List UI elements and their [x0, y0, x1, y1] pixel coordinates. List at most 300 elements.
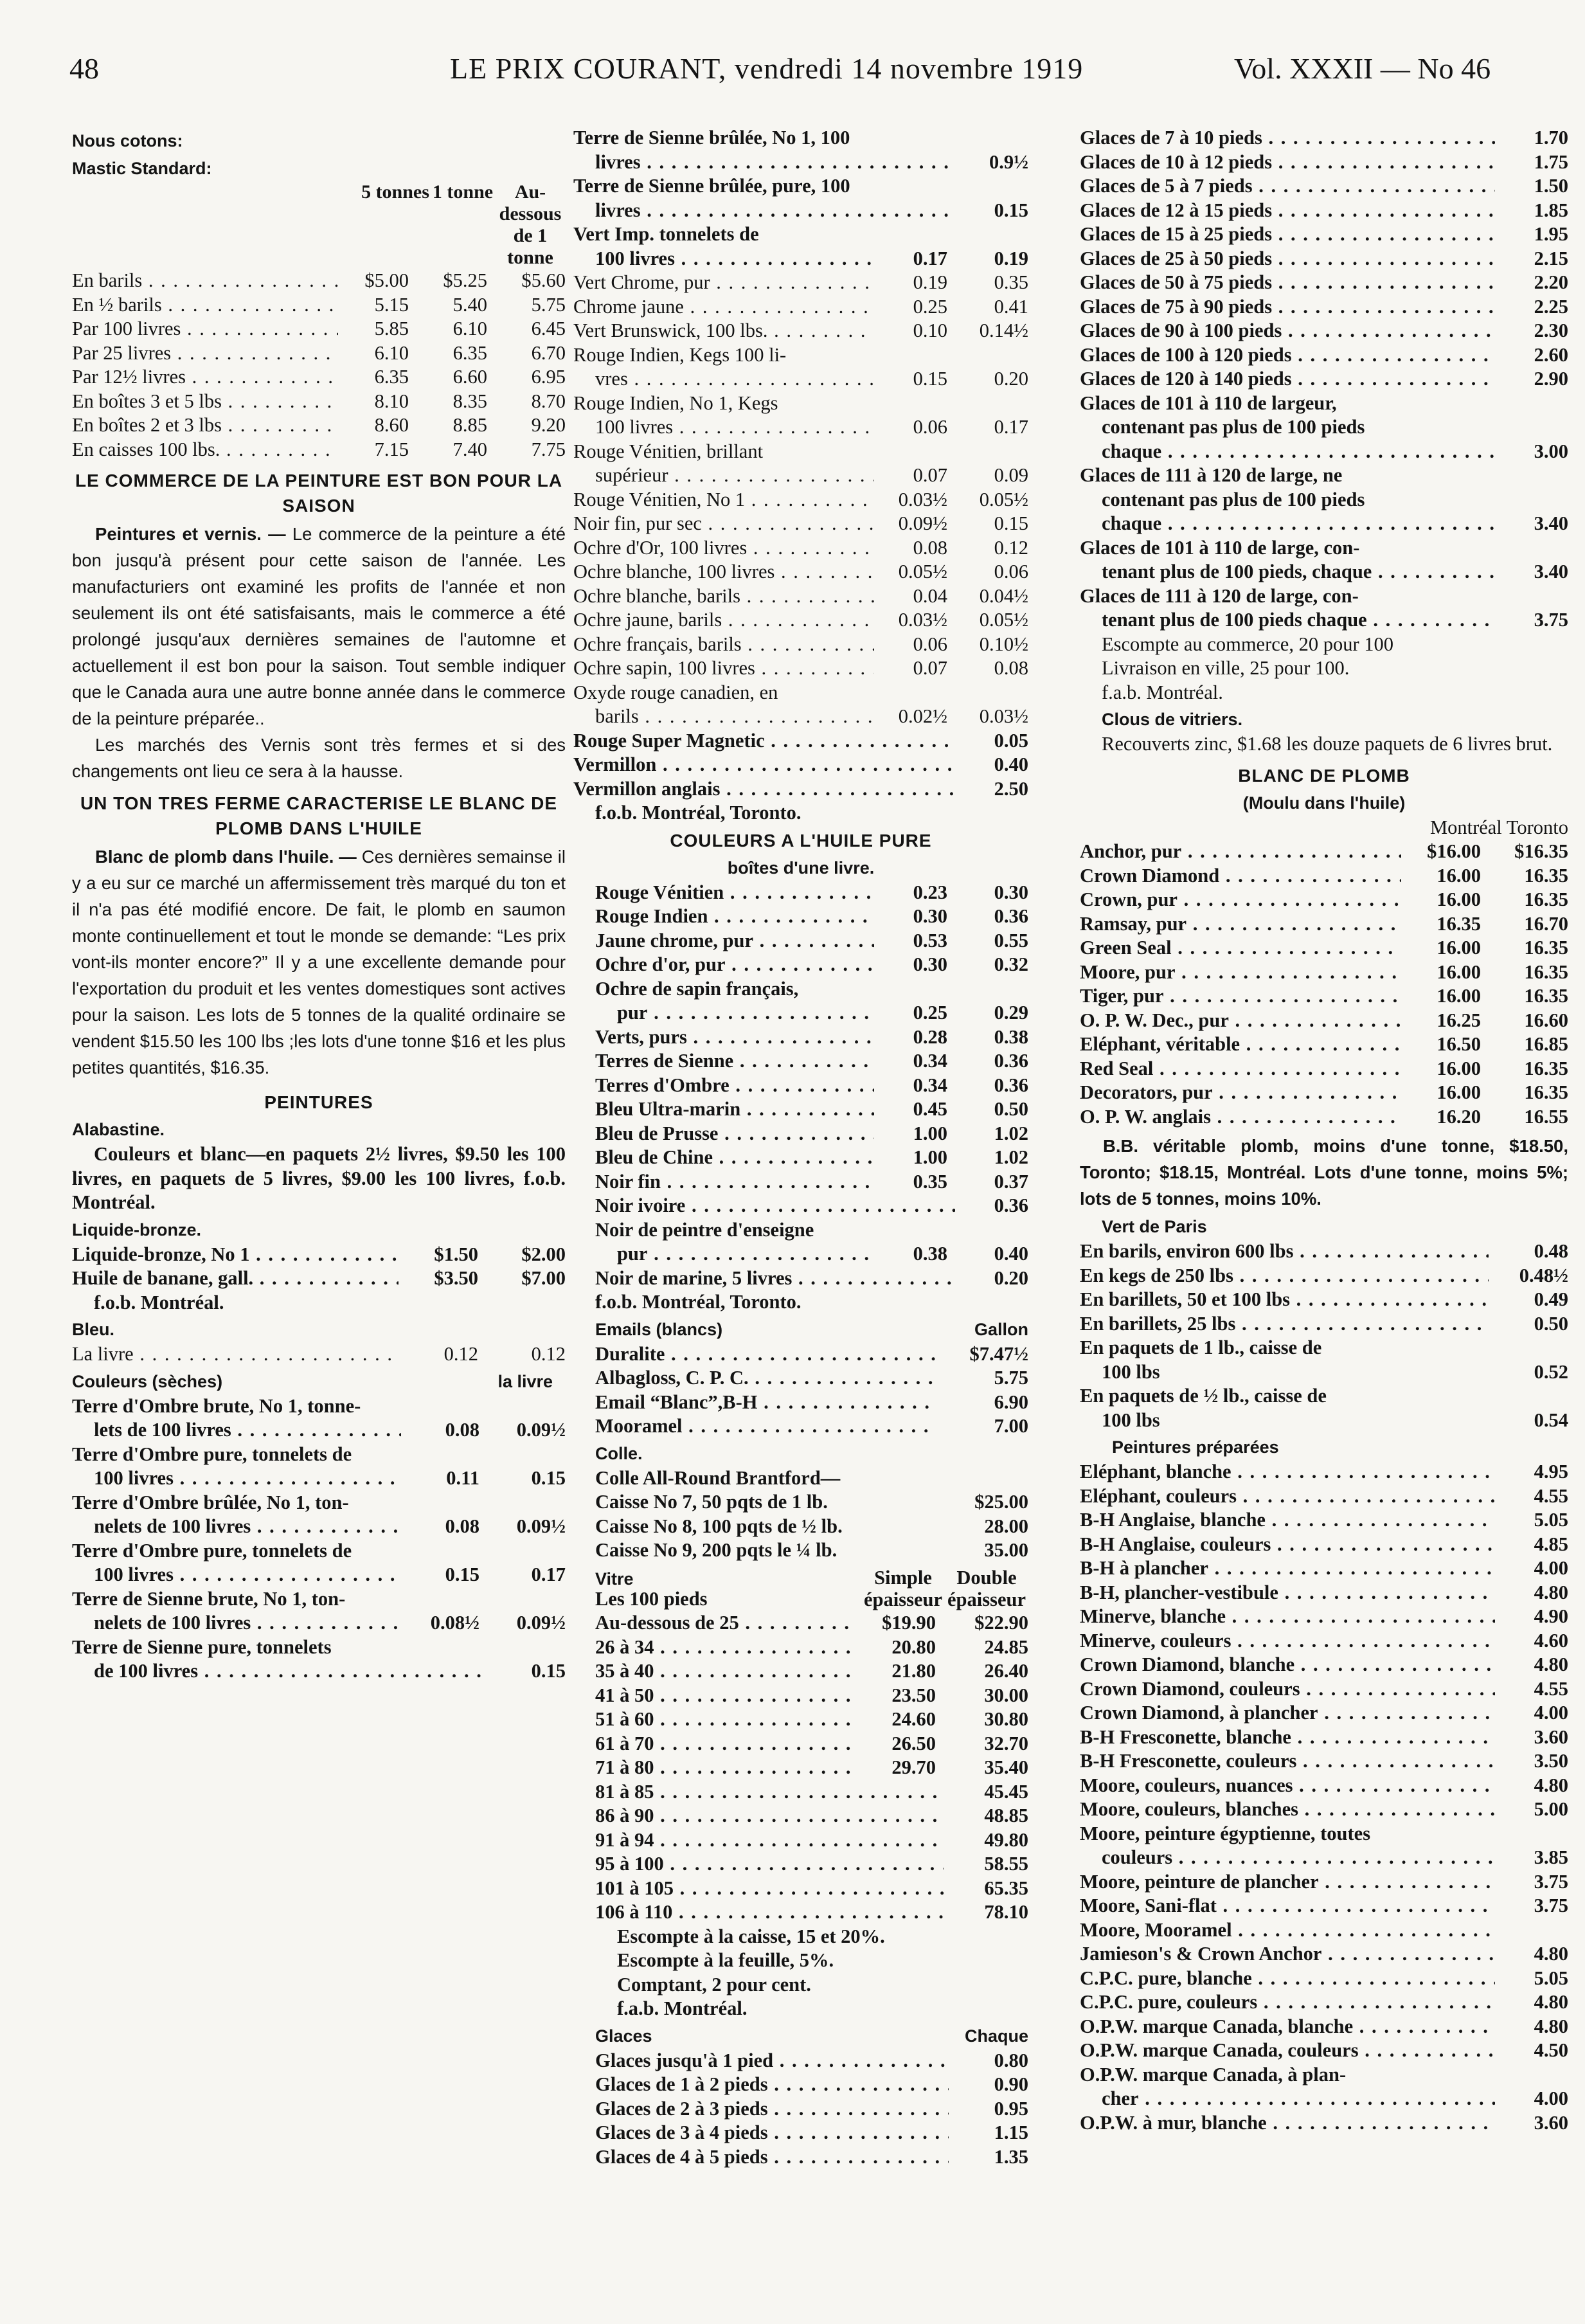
item-label: En barillets, 25 lbs . . .	[1080, 1312, 1489, 1337]
price-row	[573, 319, 1028, 343]
price-value: 4.00	[1534, 1557, 1568, 1579]
note-line: Escompte à la feuille, 5%.	[617, 1949, 834, 1971]
price-row	[573, 584, 1028, 609]
price-value: 0.32	[994, 953, 1028, 975]
price-row	[72, 1611, 566, 1635]
item-label: 101 à 105 . . .	[595, 1877, 944, 1901]
item-label: Vert Imp. tonnelets de	[573, 223, 759, 245]
price-row	[1080, 1105, 1568, 1130]
price-row	[1080, 840, 1568, 864]
opw-mur-row	[1080, 2111, 1568, 2136]
item-label: Ochre de sapin français,	[595, 977, 799, 1000]
price-row	[1080, 1288, 1568, 1312]
price-row	[573, 1170, 1028, 1194]
price-value: 16.70	[1524, 912, 1568, 935]
price-value: 78.10	[984, 1901, 1028, 1923]
item-label: 100 lbs	[1102, 1409, 1160, 1431]
note-line: Comptant, 2 pour cent.	[617, 1973, 811, 1995]
item-label: Glaces de 5 à 7 pieds . . .	[1080, 174, 1495, 199]
page-header	[0, 0, 1585, 129]
price-value: $1.50	[434, 1243, 478, 1265]
sienne-table	[573, 126, 1028, 271]
item-label: B-H, plancher-vestibule . . .	[1080, 1581, 1495, 1605]
item-label: En paquets de 1 lb., caisse de	[1080, 1337, 1322, 1358]
item-label: Ochre d'or, pur . . .	[595, 953, 874, 977]
price-value: 16.85	[1524, 1033, 1568, 1055]
item-label: Au-dessous de 25 . . .	[595, 1611, 851, 1635]
noir-marine-row	[573, 1266, 1028, 1291]
price-value: $19.90	[882, 1612, 936, 1634]
price-value: 0.07	[913, 464, 947, 486]
price-value: 7.75	[531, 438, 566, 460]
price-value: $25.00	[974, 1491, 1028, 1513]
price-value: 4.60	[1534, 1629, 1568, 1652]
fob-note: f.o.b. Montréal, Toronto.	[595, 802, 801, 824]
item-label: Bleu Ultra-marin . . .	[595, 1097, 874, 1122]
item-label: 91 à 94 . . .	[595, 1828, 944, 1853]
price-value: 4.80	[1534, 2015, 1568, 2037]
price-value: 0.34	[913, 1050, 947, 1072]
price-row	[1080, 864, 1568, 888]
mastic-table	[72, 269, 566, 462]
price-value: 0.28	[913, 1025, 947, 1048]
item-label: En boîtes 3 et 5 lbs . . .	[72, 390, 338, 414]
peintures-preparees-table	[1080, 1460, 1568, 1822]
price-value: 1.85	[1534, 199, 1568, 221]
price-value: 16.35	[1524, 1057, 1568, 1079]
price-value: 16.50	[1437, 1033, 1481, 1055]
price-value: 0.17	[994, 416, 1028, 438]
price-value: 0.17	[531, 1563, 566, 1585]
price-value: 0.10½	[979, 633, 1028, 655]
item-label: Glaces de 25 à 50 pieds . . .	[1080, 247, 1495, 271]
item-label: Terre de Sienne brute, No 1, ton-	[72, 1587, 346, 1610]
price-value: 3.75	[1534, 1895, 1568, 1916]
price-row	[72, 390, 566, 414]
price-value: 35.00	[984, 1539, 1028, 1561]
price-row	[1080, 1556, 1568, 1581]
price-value: $16.35	[1514, 840, 1568, 862]
emails-heading	[573, 1317, 1028, 1342]
price-value: 6.10	[452, 318, 487, 339]
price-row	[573, 464, 1028, 488]
huile-table-cont	[573, 1025, 1028, 1218]
price-value: 0.80	[994, 2049, 1028, 2071]
price-row	[1080, 1360, 1568, 1385]
section-heading: Alabastine.	[72, 1120, 165, 1139]
price-value: 0.12	[443, 1343, 478, 1365]
item-label: Bleu de Chine . . .	[595, 1146, 874, 1170]
ochre-table	[573, 488, 1028, 681]
price-value: 32.70	[984, 1732, 1028, 1754]
price-value: 0.36	[994, 1194, 1028, 1216]
price-row	[1080, 1846, 1568, 1870]
price-row	[573, 1635, 1028, 1660]
price-row	[1080, 126, 1568, 150]
price-row	[573, 705, 1028, 729]
price-row	[573, 1804, 1028, 1828]
couleurs-table	[72, 1394, 566, 1684]
item-label: O.P.W. marque Canada, à plan-	[1080, 2063, 1347, 2085]
price-row	[573, 1146, 1028, 1170]
price-row	[573, 1659, 1028, 1684]
item-label: Terre d'Ombre brute, No 1, tonne-	[72, 1394, 361, 1417]
item-label: Glaces de 3 à 4 pieds . . .	[595, 2121, 949, 2145]
price-row	[573, 1756, 1028, 1780]
item-label: Crown Diamond, à plancher . . .	[1080, 1701, 1495, 1725]
price-row	[1080, 2015, 1568, 2039]
price-value: 0.08	[913, 536, 947, 559]
price-value: 2.25	[1534, 295, 1568, 318]
col-header: 1 tonne	[432, 181, 494, 203]
price-row	[573, 199, 1028, 223]
section-title: COULEURS A L'HUILE PURE	[670, 830, 932, 851]
mastic-table-header	[72, 181, 566, 269]
col-header: Simple épaisseur	[864, 1566, 942, 1610]
price-row	[1080, 319, 1568, 343]
price-value: 0.40	[994, 753, 1028, 775]
price-value: 16.35	[1524, 960, 1568, 983]
item-label: B-H Fresconette, blanche . . .	[1080, 1725, 1495, 1750]
price-value: 1.75	[1534, 150, 1568, 173]
item-label: Ramsay, pur . . .	[1080, 912, 1401, 937]
price-value: 3.40	[1534, 512, 1568, 534]
price-value: 58.55	[984, 1853, 1028, 1875]
section-heading: Glaces	[595, 2026, 652, 2046]
glaces-table	[573, 2049, 1028, 2170]
price-value: 0.15	[913, 368, 947, 390]
price-row	[1080, 1460, 1568, 1484]
price-row	[1080, 1629, 1568, 1653]
item-label: B-H Fresconette, couleurs . . .	[1080, 1749, 1495, 1774]
price-value: 6.10	[374, 341, 409, 364]
price-value: 0.25	[913, 295, 947, 318]
price-value: 5.40	[452, 293, 487, 316]
price-value: 0.10	[913, 320, 947, 341]
section-heading: Nous cotons:	[72, 131, 183, 150]
price-value: 0.03½	[979, 705, 1028, 727]
item-label: Moore, peinture égyptienne, toutes	[1080, 1822, 1371, 1844]
price-value: 16.00	[1437, 864, 1481, 887]
price-row	[72, 1418, 566, 1443]
section-subtitle: boîtes d'une livre.	[727, 858, 875, 878]
price-row	[1080, 512, 1568, 536]
price-value: 45.45	[984, 1780, 1028, 1803]
price-value: 16.00	[1437, 985, 1481, 1007]
price-value: 1.00	[913, 1146, 947, 1168]
price-value: 4.95	[1534, 1461, 1568, 1482]
item-label: Glaces de 111 à 120 de large, con-	[1080, 584, 1359, 607]
item-label: Noir fin, pur sec . . .	[573, 512, 874, 536]
item-label: Ochre français, barils . . .	[573, 633, 874, 657]
unit-label: la livre	[497, 1371, 553, 1391]
price-row	[1080, 295, 1568, 320]
price-value: 1.00	[913, 1122, 947, 1144]
price-value: 3.75	[1534, 609, 1568, 631]
price-value: 0.34	[913, 1074, 947, 1096]
price-row	[573, 2073, 1028, 2097]
price-row	[573, 777, 1028, 802]
price-value: 0.15	[445, 1563, 479, 1585]
price-value: 8.85	[452, 414, 487, 436]
price-row	[573, 1414, 1028, 1439]
price-row	[72, 438, 566, 462]
price-value: 0.49	[1534, 1288, 1568, 1310]
liquide-table	[72, 1243, 566, 1291]
price-row	[1080, 440, 1568, 464]
item-label: vres . . .	[595, 367, 874, 392]
price-value: 35.40	[984, 1756, 1028, 1778]
price-row	[573, 367, 1028, 392]
section-heading: Vert de Paris	[1102, 1217, 1207, 1236]
section-heading: Peintures préparées	[1112, 1437, 1279, 1457]
price-value: 5.15	[374, 293, 409, 316]
item-label: nelets de 100 livres . . .	[94, 1515, 401, 1539]
item-label: livres . . .	[595, 150, 955, 175]
item-label: Crown Diamond, blanche . . .	[1080, 1653, 1495, 1677]
price-value: 5.00	[1534, 1798, 1568, 1820]
price-value: 4.80	[1534, 1774, 1568, 1796]
price-value: 16.35	[1524, 985, 1568, 1007]
price-row	[1080, 1533, 1568, 1557]
price-row	[1080, 1967, 1568, 1991]
price-row	[1080, 1990, 1568, 2015]
price-value: 0.37	[994, 1170, 1028, 1193]
unit-label: Gallon	[974, 1319, 1028, 1339]
item-label: Glaces de 101 à 110 de large, con-	[1080, 536, 1360, 559]
item-label: Eléphant, véritable . . .	[1080, 1032, 1401, 1057]
item-label: O. P. W. Dec., pur . . .	[1080, 1009, 1401, 1033]
price-row	[573, 150, 1028, 175]
item-label: Glaces de 10 à 12 pieds . . .	[1080, 150, 1495, 175]
price-row	[1080, 984, 1568, 1009]
price-value: 0.19	[994, 247, 1028, 269]
item-label: Vermillon . . .	[573, 753, 955, 777]
item-label: Caisse No 8, 100 pqts de ½ lb.	[595, 1515, 843, 1537]
price-value: $5.00	[364, 269, 409, 291]
price-row	[573, 560, 1028, 584]
peintures-preparees-table-cont	[1080, 1870, 1568, 2063]
item-label: Crown, pur . . .	[1080, 888, 1401, 912]
item-label: 51 à 60 . . .	[595, 1707, 851, 1732]
vermillon-table	[573, 729, 1028, 802]
price-value: 3.75	[1534, 1870, 1568, 1893]
article-title: UN TON TRES FERME CARACTERISE LE BLANC DE PLOMB DANS L'HUILE	[80, 793, 558, 838]
item-label: barils . . .	[595, 705, 874, 729]
price-value: 0.15	[531, 1467, 566, 1489]
price-value: 6.70	[531, 341, 566, 364]
price-row	[1080, 1942, 1568, 1967]
item-label: Vert Brunswick, 100 lbs. . . .	[573, 319, 874, 343]
article-text: Le commerce de la peinture a été bon jusqu'à présent pour cette saison de l'année. Les manufacturiers ont examiné les profits de l'année et non seulement ils ont été satisfaisants, mais le commerce a été prolongé jusqu'aux dernières semaines de l'automne et actuellement il est bon pour la saison. Tout semble indiquer que le Canada aura une autre bonne année dans le commerce de la peinture préparée..	[72, 524, 566, 728]
running-title: LE PRIX COURANT, vendredi 14 novembre 1919	[450, 52, 1084, 85]
price-value: 23.50	[891, 1684, 936, 1706]
price-value: 4.85	[1534, 1533, 1568, 1555]
item-label: B-H Anglaise, couleurs . . .	[1080, 1533, 1495, 1557]
item-label: B-H à plancher . . .	[1080, 1556, 1495, 1581]
item-label: de 100 livres . . .	[94, 1659, 487, 1684]
unit-label: Chaque	[964, 2026, 1028, 2046]
note-line: Livraison en ville, 25 pour 100.	[1102, 657, 1350, 679]
price-row	[72, 1266, 566, 1291]
price-row	[1080, 1312, 1568, 1337]
price-value: 4.55	[1534, 1484, 1568, 1507]
item-label: Rouge Vénitien . . .	[595, 881, 874, 905]
item-label: C.P.C. pure, couleurs . . .	[1080, 1990, 1495, 2015]
section-heading: Emails (blancs)	[595, 1319, 723, 1339]
section-subtitle: (Moulu dans l'huile)	[1242, 793, 1406, 813]
item-label: 100 livres . . .	[595, 247, 874, 271]
section-heading: Colle.	[595, 1443, 643, 1463]
price-value: 0.45	[913, 1098, 947, 1120]
item-label: Verts, purs . . .	[595, 1025, 874, 1050]
price-row	[1080, 271, 1568, 295]
price-value: 0.05	[994, 729, 1028, 752]
item-label: Minerve, blanche . . .	[1080, 1605, 1495, 1629]
price-row	[1080, 1701, 1568, 1725]
price-row	[573, 247, 1028, 271]
price-value: 0.06	[913, 633, 947, 655]
price-value: 5.75	[531, 293, 566, 316]
price-value: 16.25	[1437, 1009, 1481, 1031]
item-label: Caisse No 9, 200 pqts le ¼ lb.	[595, 1539, 837, 1561]
price-value: 0.17	[913, 247, 947, 269]
price-value: 2.20	[1534, 271, 1568, 293]
item-label: livres . . .	[595, 199, 955, 223]
price-value: $5.25	[443, 269, 487, 291]
column-1	[72, 126, 566, 2305]
item-label: 26 à 34 . . .	[595, 1635, 851, 1660]
price-row	[573, 1611, 1028, 1635]
price-value: 0.19	[913, 271, 947, 293]
price-row	[573, 512, 1028, 536]
price-value: 5.05	[1534, 1967, 1568, 1989]
opw-plancher-row	[1080, 2063, 1568, 2111]
item-label: Glaces de 1 à 2 pieds . . .	[595, 2073, 949, 2097]
price-value: 0.04	[913, 584, 947, 607]
section-heading: Mastic Standard:	[72, 159, 212, 178]
price-value: 4.00	[1534, 2087, 1568, 2109]
section-heading: Liquide-bronze.	[72, 1220, 201, 1239]
price-row	[1080, 343, 1568, 368]
item-label: Noir ivoire . . .	[595, 1194, 955, 1218]
price-row	[1080, 888, 1568, 912]
price-row	[1080, 1918, 1568, 1943]
price-value: 2.50	[994, 777, 1028, 800]
oxyde-row	[573, 681, 1028, 729]
price-value: 4.50	[1534, 2039, 1568, 2061]
price-row	[573, 1538, 1028, 1563]
price-value: 0.9½	[989, 150, 1028, 173]
bleu-table	[72, 1342, 566, 1367]
article-paragraph	[72, 843, 566, 1081]
item-label: Terre d'Ombre pure, tonnelets de	[72, 1443, 352, 1465]
price-value: $3.50	[434, 1267, 478, 1289]
price-value: 0.09	[994, 464, 1028, 486]
price-value: 4.90	[1534, 1605, 1568, 1627]
price-value: 4.80	[1534, 1653, 1568, 1675]
price-value: 0.40	[994, 1243, 1028, 1265]
price-row	[573, 1001, 1028, 1025]
item-label: Rouge Indien, No 1, Kegs	[573, 392, 778, 414]
price-value: $7.00	[521, 1267, 566, 1289]
item-label: Terres d'Ombre . . .	[595, 1074, 874, 1098]
price-value: 4.80	[1534, 1943, 1568, 1965]
price-row	[573, 2145, 1028, 2170]
item-label: C.P.C. pure, blanche . . .	[1080, 1967, 1495, 1991]
item-label: Glaces de 100 à 120 pieds . . .	[1080, 343, 1495, 368]
item-label: En boîtes 2 et 3 lbs . . .	[72, 413, 338, 438]
price-value: 0.15	[994, 199, 1028, 221]
price-value: 0.38	[913, 1243, 947, 1265]
price-value: 7.00	[994, 1415, 1028, 1437]
item-label: Glaces de 120 à 140 pieds . . .	[1080, 367, 1495, 392]
vert-paris-table-cont	[1080, 1336, 1568, 1432]
article-text: Ces dernières semainse il y a eu sur ce marché un affermissement très marqué du ton et il n'a pas été modifié encore. De fait, le plomb en saumon monte continuellement et tout le monde se demande: “Les prix vont-ils monter encore?” Il y a une excellente demande pour l'exportation du produit et les ventes domestiques sont actives pour la saison. Les lots de 5 tonnes de la qualité ordinaire se vendent $15.50 les 100 lbs ;les lots d'une tonne $16 et les plus petites quantités, $16.35.	[72, 847, 566, 1077]
price-value: 0.48½	[1519, 1264, 1568, 1286]
price-value: 0.15	[531, 1660, 566, 1682]
price-value: 3.40	[1534, 561, 1568, 582]
price-row	[573, 536, 1028, 561]
item-label: supérieur . . .	[595, 464, 874, 488]
col-header: 5 tonnes	[361, 181, 429, 203]
item-label: Crown Diamond, couleurs . . .	[1080, 1677, 1495, 1702]
item-label: Green Seal . . .	[1080, 936, 1401, 960]
item-label: O.P.W. à mur, blanche . . .	[1080, 2111, 1495, 2136]
price-value: 1.95	[1534, 223, 1568, 245]
item-label: Terre de Sienne brûlée, pure, 100	[573, 175, 850, 197]
glaces-heading	[573, 2024, 1028, 2049]
price-value: 0.38	[994, 1025, 1028, 1048]
vitre-table	[573, 1611, 1028, 1925]
price-row	[573, 1097, 1028, 1122]
price-value: 0.55	[994, 929, 1028, 951]
item-label: Email “Blanc”,B-H . . .	[595, 1391, 936, 1415]
item-label: Terre d'Ombre brûlée, No 1, ton-	[72, 1491, 349, 1513]
article-lead: Blanc de plomb dans l'huile. —	[95, 847, 357, 867]
item-label: O.P.W. marque Canada, couleurs . . .	[1080, 2039, 1495, 2063]
note-line: f.a.b. Montréal.	[617, 1997, 748, 2019]
couleurs-table-cont	[573, 271, 1028, 343]
huile-table	[573, 881, 1028, 977]
price-row	[1080, 247, 1568, 271]
price-row	[573, 729, 1028, 753]
price-value: 21.80	[891, 1660, 936, 1682]
price-row	[573, 953, 1028, 977]
item-label: chaque . . .	[1102, 512, 1495, 536]
price-value: 49.80	[984, 1828, 1028, 1851]
price-value: 0.36	[994, 1050, 1028, 1072]
price-value: 7.15	[374, 438, 409, 460]
price-value: 1.02	[994, 1146, 1028, 1168]
noir-enseigne-row	[573, 1218, 1028, 1266]
price-value: 16.35	[1437, 912, 1481, 935]
price-row	[573, 753, 1028, 777]
item-label: Bleu de Prusse . . .	[595, 1122, 874, 1146]
price-value: 0.06	[994, 561, 1028, 582]
item-label: 71 à 80 . . .	[595, 1756, 851, 1780]
price-value: $16.00	[1427, 840, 1481, 862]
price-row	[1080, 1653, 1568, 1677]
price-value: 6.95	[531, 366, 566, 388]
item-label: Chrome jaune . . .	[573, 295, 874, 320]
price-value: 16.35	[1524, 1081, 1568, 1103]
price-value: 4.80	[1534, 1581, 1568, 1603]
price-row	[72, 317, 566, 341]
price-value: 4.55	[1534, 1677, 1568, 1700]
price-row	[573, 1266, 1028, 1291]
item-label: chaque . . .	[1102, 440, 1495, 464]
